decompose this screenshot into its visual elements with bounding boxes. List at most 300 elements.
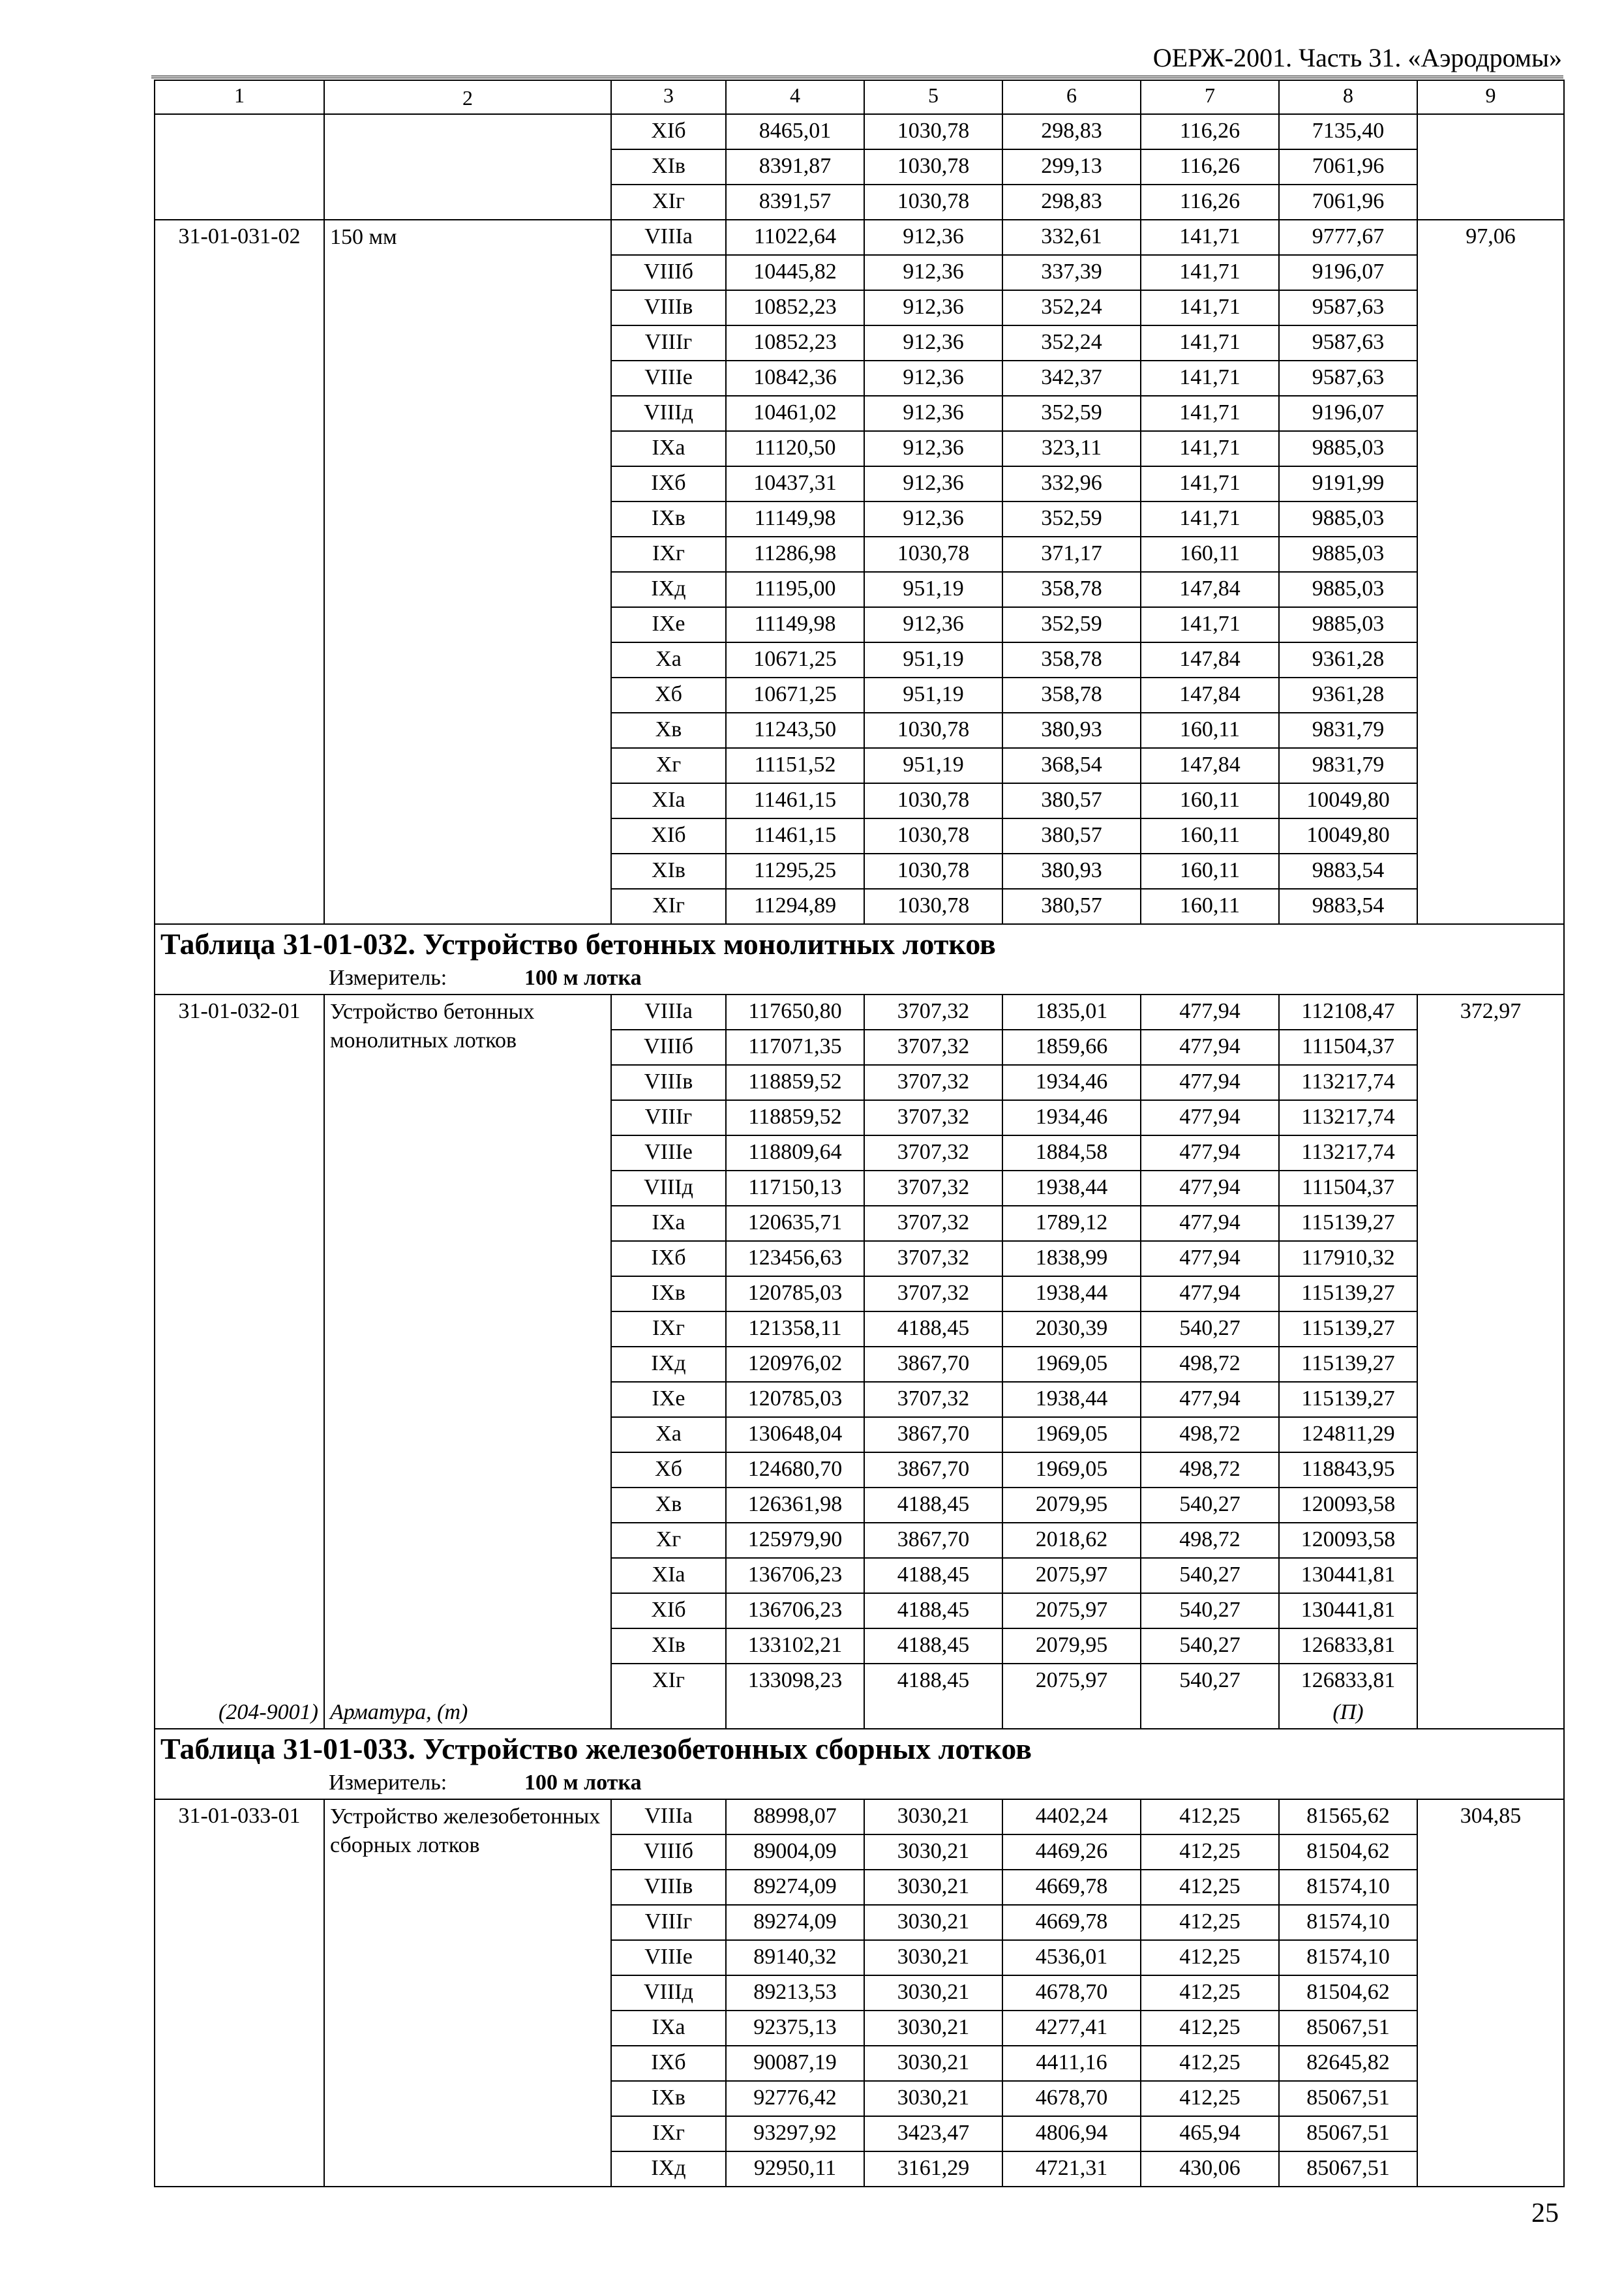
value-cell: 4678,70 [1002, 2081, 1141, 2116]
value-cell: 120093,58 [1279, 1488, 1417, 1523]
page-number: 25 [1531, 2198, 1559, 2228]
value-cell: 8391,87 [726, 149, 864, 185]
value-cell: 111504,37 [1279, 1030, 1417, 1065]
region-cell: XIв [611, 854, 726, 889]
value-cell: 298,83 [1002, 185, 1141, 220]
region-cell: VIIIд [611, 1171, 726, 1206]
value-cell: 2018,62 [1002, 1523, 1141, 1558]
value-cell: 3707,32 [864, 1276, 1002, 1311]
value-cell: 124811,29 [1279, 1417, 1417, 1452]
value-cell: 9587,63 [1279, 290, 1417, 325]
region-cell: Xв [611, 713, 726, 748]
region-cell: VIIIв [611, 290, 726, 325]
column-number: 8 [1279, 80, 1417, 114]
value-cell: 1030,78 [864, 854, 1002, 889]
value-cell: 90087,19 [726, 2046, 864, 2081]
value-cell: 10852,23 [726, 325, 864, 361]
region-cell: XIг [611, 1664, 726, 1698]
value-cell: 4469,26 [1002, 1834, 1141, 1870]
value-cell: 9587,63 [1279, 325, 1417, 361]
value-cell: 9885,03 [1279, 572, 1417, 607]
row-code: 31-01-032-01 [155, 995, 324, 1698]
value-cell: 477,94 [1141, 1135, 1279, 1171]
value-cell: 120635,71 [726, 1206, 864, 1241]
column-number: 5 [864, 80, 1002, 114]
value-cell: 912,36 [864, 361, 1002, 396]
value-cell: 130648,04 [726, 1417, 864, 1452]
value-cell: 3030,21 [864, 1799, 1002, 1834]
unit-cell [155, 1769, 1564, 1799]
value-cell: 11461,15 [726, 783, 864, 818]
value-cell: 10842,36 [726, 361, 864, 396]
value-cell: 141,71 [1141, 220, 1279, 255]
value-cell: 10852,23 [726, 290, 864, 325]
value-cell: 9831,79 [1279, 748, 1417, 783]
unit-row [155, 1769, 1564, 1799]
value-cell: 85067,51 [1279, 2116, 1417, 2151]
value-cell: 160,11 [1141, 783, 1279, 818]
value-cell: 1938,44 [1002, 1171, 1141, 1206]
material-code: (204-9001) [155, 1698, 324, 1729]
unit-cell [155, 964, 1564, 995]
value-cell: 141,71 [1141, 396, 1279, 431]
value-cell: 332,96 [1002, 466, 1141, 501]
value-cell: 352,59 [1002, 607, 1141, 642]
value-cell: 3707,32 [864, 1382, 1002, 1417]
value-cell: 9191,99 [1279, 466, 1417, 501]
value-cell: 9831,79 [1279, 713, 1417, 748]
value-cell: 7061,96 [1279, 149, 1417, 185]
region-cell: IXа [611, 2011, 726, 2046]
region-cell: IXв [611, 1276, 726, 1311]
value-cell: 912,36 [864, 325, 1002, 361]
row-name: 150 мм [324, 220, 611, 924]
region-cell: IXе [611, 607, 726, 642]
value-cell: 141,71 [1141, 325, 1279, 361]
region-cell: XIб [611, 818, 726, 854]
value-cell: 3030,21 [864, 2081, 1002, 2116]
row-name: Устройство бетонных монолитных лотков [324, 995, 611, 1698]
value-cell: 89140,32 [726, 1940, 864, 1975]
value-cell: 115139,27 [1279, 1276, 1417, 1311]
value-cell: 4669,78 [1002, 1905, 1141, 1940]
value-cell: 126833,81 [1279, 1664, 1417, 1698]
header-rule [151, 76, 1563, 78]
value-cell: 11022,64 [726, 220, 864, 255]
value-cell: 9885,03 [1279, 501, 1417, 537]
region-cell: VIIIв [611, 1870, 726, 1905]
region-cell: Xа [611, 642, 726, 678]
value-cell: 368,54 [1002, 748, 1141, 783]
value-cell: 85067,51 [1279, 2151, 1417, 2187]
column-9-value: 97,06 [1417, 220, 1564, 924]
value-cell: 120976,02 [726, 1347, 864, 1382]
value-cell: 951,19 [864, 642, 1002, 678]
value-cell: 3707,32 [864, 1100, 1002, 1135]
value-cell: 81504,62 [1279, 1834, 1417, 1870]
region-cell: VIIIг [611, 1100, 726, 1135]
value-cell: 477,94 [1141, 1382, 1279, 1417]
value-cell: 3423,47 [864, 2116, 1002, 2151]
value-cell: 4536,01 [1002, 1940, 1141, 1975]
value-cell: 412,25 [1141, 1799, 1279, 1834]
value-cell: 2075,97 [1002, 1558, 1141, 1593]
value-cell: 3707,32 [864, 1241, 1002, 1276]
value-cell: 10671,25 [726, 642, 864, 678]
region-cell: VIIIе [611, 1940, 726, 1975]
region-cell: XIг [611, 889, 726, 924]
value-cell: 141,71 [1141, 361, 1279, 396]
value-cell: 81574,10 [1279, 1870, 1417, 1905]
value-cell: 116,26 [1141, 149, 1279, 185]
value-cell: 9885,03 [1279, 537, 1417, 572]
value-cell: 133098,23 [726, 1664, 864, 1698]
value-cell: 412,25 [1141, 1940, 1279, 1975]
value-cell: 117150,13 [726, 1171, 864, 1206]
value-cell: 120785,03 [726, 1276, 864, 1311]
value-cell: 160,11 [1141, 818, 1279, 854]
value-cell: 3707,32 [864, 1135, 1002, 1171]
row-name: Устройство железобетонных сборных лотков [324, 1799, 611, 2187]
value-cell: 4188,45 [864, 1628, 1002, 1664]
row-code: 31-01-031-02 [155, 220, 324, 924]
value-cell: 118843,95 [1279, 1452, 1417, 1488]
value-cell: 117910,32 [1279, 1241, 1417, 1276]
value-cell: 380,93 [1002, 854, 1141, 889]
column-number: 2 [324, 80, 611, 114]
value-cell: 352,59 [1002, 396, 1141, 431]
value-cell: 498,72 [1141, 1523, 1279, 1558]
value-cell: 141,71 [1141, 607, 1279, 642]
value-cell: 412,25 [1141, 1834, 1279, 1870]
empty-cell [1141, 1698, 1279, 1729]
value-cell: 10671,25 [726, 678, 864, 713]
value-cell: 115139,27 [1279, 1206, 1417, 1241]
value-cell: 342,37 [1002, 361, 1141, 396]
value-cell: 4678,70 [1002, 1975, 1141, 2011]
region-cell: XIб [611, 1593, 726, 1628]
value-cell: 141,71 [1141, 466, 1279, 501]
value-cell: 4188,45 [864, 1311, 1002, 1347]
value-cell: 4188,45 [864, 1664, 1002, 1698]
value-cell: 133102,21 [726, 1628, 864, 1664]
value-cell: 125979,90 [726, 1523, 864, 1558]
value-cell: 117071,35 [726, 1030, 864, 1065]
value-cell: 1969,05 [1002, 1452, 1141, 1488]
value-cell: 81574,10 [1279, 1905, 1417, 1940]
value-cell: 120093,58 [1279, 1523, 1417, 1558]
table-title-row [155, 1729, 1564, 1769]
column-9-value [1417, 114, 1564, 220]
value-cell: 160,11 [1141, 854, 1279, 889]
value-cell: 477,94 [1141, 1100, 1279, 1135]
value-cell: 1030,78 [864, 818, 1002, 854]
empty-cell [864, 1698, 1002, 1729]
value-cell: 912,36 [864, 501, 1002, 537]
value-cell: 8391,57 [726, 185, 864, 220]
value-cell: 3867,70 [864, 1347, 1002, 1382]
value-cell: 298,83 [1002, 114, 1141, 149]
column-number: 6 [1002, 80, 1141, 114]
region-cell: Xг [611, 748, 726, 783]
value-cell: 11120,50 [726, 431, 864, 466]
value-cell: 89274,09 [726, 1905, 864, 1940]
value-cell: 92375,13 [726, 2011, 864, 2046]
value-cell: 358,78 [1002, 678, 1141, 713]
value-cell: 92950,11 [726, 2151, 864, 2187]
value-cell: 358,78 [1002, 642, 1141, 678]
region-cell: IXд [611, 572, 726, 607]
value-cell: 9361,28 [1279, 678, 1417, 713]
value-cell: 2075,97 [1002, 1593, 1141, 1628]
value-cell: 11149,98 [726, 501, 864, 537]
value-cell: 11461,15 [726, 818, 864, 854]
value-cell: 11149,98 [726, 607, 864, 642]
value-cell: 118859,52 [726, 1100, 864, 1135]
value-cell: 3707,32 [864, 995, 1002, 1030]
value-cell: 11294,89 [726, 889, 864, 924]
value-cell: 115139,27 [1279, 1347, 1417, 1382]
value-cell: 358,78 [1002, 572, 1141, 607]
material-row [155, 1698, 1564, 1729]
value-cell: 498,72 [1141, 1417, 1279, 1452]
value-cell: 3161,29 [864, 2151, 1002, 2187]
value-cell: 93297,92 [726, 2116, 864, 2151]
value-cell: 7061,96 [1279, 185, 1417, 220]
value-cell: 352,24 [1002, 290, 1141, 325]
value-cell: 7135,40 [1279, 114, 1417, 149]
unit-row [155, 964, 1564, 995]
region-cell: VIIIб [611, 1834, 726, 1870]
value-cell: 147,84 [1141, 748, 1279, 783]
region-cell: XIа [611, 783, 726, 818]
running-header: ОЕРЖ-2001. Часть 31. «Аэродромы» [1152, 43, 1562, 72]
value-cell: 9196,07 [1279, 255, 1417, 290]
material-name: Арматура, (т) [324, 1698, 611, 1729]
value-cell: 912,36 [864, 255, 1002, 290]
row-code [155, 114, 324, 220]
value-cell: 430,06 [1141, 2151, 1279, 2187]
value-cell: 89274,09 [726, 1870, 864, 1905]
value-cell: 412,25 [1141, 1975, 1279, 2011]
table-row [155, 995, 1564, 1030]
value-cell: 116,26 [1141, 114, 1279, 149]
value-cell: 1789,12 [1002, 1206, 1141, 1241]
region-cell: IXд [611, 1347, 726, 1382]
value-cell: 11151,52 [726, 748, 864, 783]
unit-value: 100 м лотка [524, 1771, 642, 1795]
value-cell: 3030,21 [864, 2011, 1002, 2046]
value-cell: 540,27 [1141, 1558, 1279, 1593]
value-cell: 1934,46 [1002, 1100, 1141, 1135]
value-cell: 126833,81 [1279, 1628, 1417, 1664]
value-cell: 141,71 [1141, 431, 1279, 466]
value-cell: 1030,78 [864, 889, 1002, 924]
value-cell: 4277,41 [1002, 2011, 1141, 2046]
value-cell: 540,27 [1141, 1311, 1279, 1347]
value-cell: 1030,78 [864, 783, 1002, 818]
value-cell: 9883,54 [1279, 889, 1417, 924]
value-cell: 4669,78 [1002, 1870, 1141, 1905]
region-cell: VIIIа [611, 995, 726, 1030]
value-cell: 2075,97 [1002, 1664, 1141, 1698]
value-cell: 2030,39 [1002, 1311, 1141, 1347]
region-cell: VIIIе [611, 1135, 726, 1171]
value-cell: 412,25 [1141, 2011, 1279, 2046]
region-cell: Xг [611, 1523, 726, 1558]
region-cell: IXа [611, 431, 726, 466]
value-cell: 4188,45 [864, 1488, 1002, 1523]
empty-cell [726, 1698, 864, 1729]
value-cell: 118859,52 [726, 1065, 864, 1100]
value-cell: 337,39 [1002, 255, 1141, 290]
region-cell: Xа [611, 1417, 726, 1452]
value-cell: 8465,01 [726, 114, 864, 149]
value-cell: 412,25 [1141, 2046, 1279, 2081]
region-cell: IXб [611, 2046, 726, 2081]
value-cell: 136706,23 [726, 1593, 864, 1628]
value-cell: 147,84 [1141, 642, 1279, 678]
value-cell: 477,94 [1141, 1030, 1279, 1065]
value-cell: 3030,21 [864, 1940, 1002, 1975]
value-cell: 1884,58 [1002, 1135, 1141, 1171]
value-cell: 160,11 [1141, 537, 1279, 572]
region-cell: VIIIа [611, 1799, 726, 1834]
unit-value: 100 м лотка [524, 966, 642, 990]
value-cell: 951,19 [864, 748, 1002, 783]
region-cell: IXв [611, 501, 726, 537]
value-cell: 113217,74 [1279, 1065, 1417, 1100]
value-cell: 112108,47 [1279, 995, 1417, 1030]
value-cell: 130441,81 [1279, 1558, 1417, 1593]
column-9-value: 304,85 [1417, 1799, 1564, 2187]
region-cell: IXе [611, 1382, 726, 1417]
value-cell: 10049,80 [1279, 818, 1417, 854]
value-cell: 477,94 [1141, 995, 1279, 1030]
column-number: 7 [1141, 80, 1279, 114]
unit-label: Измеритель: [329, 1771, 447, 1795]
table-row [155, 114, 1564, 149]
region-cell: XIв [611, 1628, 726, 1664]
value-cell: 3867,70 [864, 1417, 1002, 1452]
value-cell: 1030,78 [864, 713, 1002, 748]
region-cell: VIIIа [611, 220, 726, 255]
value-cell: 477,94 [1141, 1206, 1279, 1241]
value-cell: 1030,78 [864, 537, 1002, 572]
value-cell: 9777,67 [1279, 220, 1417, 255]
value-cell: 115139,27 [1279, 1311, 1417, 1347]
value-cell: 380,57 [1002, 818, 1141, 854]
column-number: 9 [1417, 80, 1564, 114]
value-cell: 1934,46 [1002, 1065, 1141, 1100]
value-cell: 11195,00 [726, 572, 864, 607]
value-cell: 412,25 [1141, 2081, 1279, 2116]
value-cell: 1835,01 [1002, 995, 1141, 1030]
value-cell: 352,59 [1002, 501, 1141, 537]
value-cell: 111504,37 [1279, 1171, 1417, 1206]
value-cell: 912,36 [864, 220, 1002, 255]
value-cell: 380,57 [1002, 889, 1141, 924]
region-cell: IXд [611, 2151, 726, 2187]
region-cell: VIIIб [611, 255, 726, 290]
region-cell: VIIIе [611, 361, 726, 396]
value-cell: 477,94 [1141, 1171, 1279, 1206]
column-number-row [155, 80, 1564, 114]
region-cell: IXг [611, 1311, 726, 1347]
region-cell: IXв [611, 2081, 726, 2116]
value-cell: 540,27 [1141, 1488, 1279, 1523]
value-cell: 9587,63 [1279, 361, 1417, 396]
value-cell: 117650,80 [726, 995, 864, 1030]
value-cell: 141,71 [1141, 501, 1279, 537]
region-cell: XIв [611, 149, 726, 185]
value-cell: 120785,03 [726, 1382, 864, 1417]
value-cell: 477,94 [1141, 1065, 1279, 1100]
value-cell: 412,25 [1141, 1870, 1279, 1905]
value-cell: 4188,45 [864, 1593, 1002, 1628]
value-cell: 113217,74 [1279, 1135, 1417, 1171]
empty-cell [1002, 1698, 1141, 1729]
region-cell: VIIIг [611, 325, 726, 361]
norms-table [154, 80, 1565, 2187]
value-cell: 85067,51 [1279, 2081, 1417, 2116]
region-cell: XIг [611, 185, 726, 220]
value-cell: 1969,05 [1002, 1347, 1141, 1382]
value-cell: 3867,70 [864, 1452, 1002, 1488]
value-cell: 85067,51 [1279, 2011, 1417, 2046]
region-cell: IXг [611, 2116, 726, 2151]
value-cell: 2079,95 [1002, 1488, 1141, 1523]
value-cell: 3030,21 [864, 1834, 1002, 1870]
value-cell: 118809,64 [726, 1135, 864, 1171]
value-cell: 477,94 [1141, 1241, 1279, 1276]
value-cell: 11243,50 [726, 713, 864, 748]
value-cell: 116,26 [1141, 185, 1279, 220]
value-cell: 1938,44 [1002, 1276, 1141, 1311]
value-cell: 141,71 [1141, 290, 1279, 325]
value-cell: 412,25 [1141, 1905, 1279, 1940]
value-cell: 3707,32 [864, 1206, 1002, 1241]
region-cell: IXб [611, 466, 726, 501]
region-cell: VIIIб [611, 1030, 726, 1065]
value-cell: 141,71 [1141, 255, 1279, 290]
empty-cell [611, 1698, 726, 1729]
value-cell: 121358,11 [726, 1311, 864, 1347]
value-cell: 951,19 [864, 678, 1002, 713]
value-cell: 540,27 [1141, 1628, 1279, 1664]
row-name [324, 114, 611, 220]
value-cell: 3030,21 [864, 1975, 1002, 2011]
value-cell: 115139,27 [1279, 1382, 1417, 1417]
region-cell: VIIIг [611, 1905, 726, 1940]
value-cell: 126361,98 [726, 1488, 864, 1523]
value-cell: 498,72 [1141, 1347, 1279, 1382]
table-title: Таблица 31-01-032. Устройство бетонных монолитных лотков [155, 924, 1564, 964]
value-cell: 3030,21 [864, 1905, 1002, 1940]
value-cell: 9196,07 [1279, 396, 1417, 431]
value-cell: 477,94 [1141, 1276, 1279, 1311]
table-row [155, 220, 1564, 255]
value-cell: 323,11 [1002, 431, 1141, 466]
value-cell: 4721,31 [1002, 2151, 1141, 2187]
value-cell: 9361,28 [1279, 642, 1417, 678]
column-number: 3 [611, 80, 726, 114]
column-number: 1 [155, 80, 324, 114]
region-cell: IXб [611, 1241, 726, 1276]
region-cell: IXг [611, 537, 726, 572]
table-title-row [155, 924, 1564, 964]
value-cell: 10445,82 [726, 255, 864, 290]
